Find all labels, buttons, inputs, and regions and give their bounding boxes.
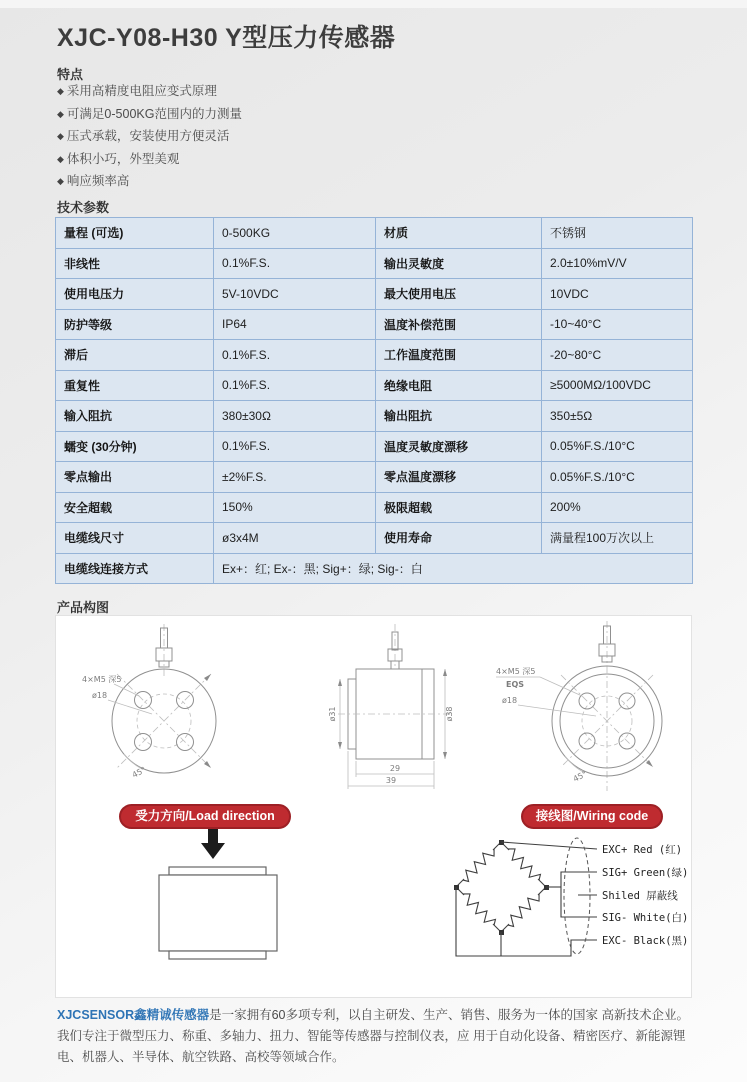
spec-label: 使用寿命: [376, 523, 542, 554]
feature-text: 体积小巧，外型美观: [66, 151, 180, 166]
specs-heading: 技术参数: [57, 200, 110, 215]
specs-table: [55, 217, 693, 584]
wiring-code-banner: 接线图/Wiring code: [521, 804, 663, 829]
load-direction-banner: 受力方向/Load direction: [119, 804, 291, 829]
page-title: XJC-Y08-H30 Y型压力传感器: [57, 24, 396, 52]
feature-item: [57, 103, 242, 126]
back-angle-label: 45°: [571, 769, 589, 784]
diamond-bullet-icon: ◆: [57, 153, 64, 164]
spec-value: 0.05%F.S./10°C: [542, 462, 693, 493]
side-outer-diameter-label: ø38: [445, 706, 454, 722]
spec-value: ≥5000MΩ/100VDC: [542, 370, 693, 401]
table-row: [56, 462, 693, 493]
wiring-label: EXC+ Red (红): [602, 844, 683, 856]
spec-value: 380±30Ω: [214, 401, 376, 432]
front-view-drawing: [82, 624, 216, 780]
table-row: [56, 309, 693, 340]
table-row: [56, 431, 693, 462]
load-body-drawing: [159, 867, 277, 959]
table-row: [56, 401, 693, 432]
spec-label: 电缆线连接方式: [56, 553, 214, 584]
feature-item: [57, 148, 242, 171]
spec-value: -20~80°C: [542, 340, 693, 371]
side-inner-diameter-label: ø31: [328, 706, 337, 722]
diagrams-heading: 产品构图: [57, 600, 110, 615]
front-angle-label: 45°: [130, 765, 148, 780]
spec-value: 2.0±10%mV/V: [542, 248, 693, 279]
wiring-label: EXC- Black(黑): [602, 935, 689, 947]
feature-item: [57, 170, 242, 193]
front-holes-label: 4×M5 深5: [82, 675, 122, 684]
feature-text: 压式承载，安装使用方便灵活: [66, 129, 230, 143]
spec-label: 零点温度漂移: [376, 462, 542, 493]
spec-label: 蠕变 (30分钟): [56, 431, 214, 462]
spec-label: 最大使用电压: [376, 279, 542, 310]
wiring-label: SIG- White(白): [602, 912, 689, 924]
spec-value: 5V-10VDC: [214, 279, 376, 310]
back-eqs-label: EQS: [506, 680, 525, 689]
spec-label: 温度补偿范围: [376, 309, 542, 340]
spec-label: 极限超载: [376, 492, 542, 523]
feature-item: [57, 125, 242, 148]
front-bolt-circle-label: ø18: [92, 691, 108, 700]
spec-value: 150%: [214, 492, 376, 523]
spec-value: 不锈钢: [542, 218, 693, 249]
spec-label: 工作温度范围: [376, 340, 542, 371]
brand-link[interactable]: XJCSENSOR鑫精诚传感器: [57, 1008, 210, 1022]
spec-label: 重复性: [56, 370, 214, 401]
feature-text: 可满足0-500KG范围内的力测量: [66, 106, 242, 121]
side-total-width-label: 39: [385, 776, 397, 785]
spec-value: 0.1%F.S.: [214, 370, 376, 401]
spec-value: 满量程100万次以上: [542, 523, 693, 554]
wiring-label: SIG+ Green(绿): [602, 867, 689, 879]
spec-label: 输出灵敏度: [376, 248, 542, 279]
spec-label: 电缆线尺寸: [56, 523, 214, 554]
spec-value: 0.1%F.S.: [214, 431, 376, 462]
spec-label: 滞后: [56, 340, 214, 371]
spec-label: 量程 (可选): [56, 218, 214, 249]
spec-value: 350±5Ω: [542, 401, 693, 432]
spec-label: 输出阻抗: [376, 401, 542, 432]
back-holes-label: 4×M5 深5: [496, 667, 536, 676]
table-row: [56, 248, 693, 279]
spec-value: 200%: [542, 492, 693, 523]
product-diagrams-panel: [55, 615, 692, 998]
diamond-bullet-icon: ◆: [57, 176, 64, 186]
footer-about-line2: 我们专注于微型压力、称重、多轴力、扭力、智能等传感器与控制仪表，应 用于自动化设备、精密医疗、新能源锂电、机器人、半导体、航空铁路、高校等领域合作。: [57, 1029, 686, 1064]
diamond-bullet-icon: ◆: [57, 86, 64, 96]
table-row: [56, 370, 693, 401]
feature-text: 采用高精度电阻应变式原理: [66, 84, 217, 98]
side-view-drawing: [328, 624, 454, 789]
side-body-width-label: 29: [389, 764, 401, 773]
back-view-drawing: [496, 621, 662, 791]
wiring-labels: [602, 844, 688, 947]
spec-label: 材质: [376, 218, 542, 249]
shield-ellipse: [564, 838, 590, 954]
back-bolt-circle-label: ø18: [502, 696, 518, 705]
load-direction-arrow: [201, 827, 225, 859]
table-row: [56, 218, 693, 249]
table-row: [56, 492, 693, 523]
spec-label: 零点输出: [56, 462, 214, 493]
spec-value: 0.05%F.S./10°C: [542, 431, 693, 462]
footer-about-line1: [57, 1005, 708, 1026]
table-row: [56, 279, 693, 310]
wiring-label: Shiled 屏蔽线: [602, 890, 678, 902]
spec-value: Ex+：红; Ex-：黑; Sig+：绿; Sig-：白: [214, 553, 693, 584]
spec-label: 温度灵敏度漂移: [376, 431, 542, 462]
table-row: [56, 553, 693, 584]
wheatstone-bridge: [454, 840, 597, 956]
spec-label: 输入阻抗: [56, 401, 214, 432]
table-row: [56, 340, 693, 371]
spec-value: 10VDC: [542, 279, 693, 310]
spec-value: 0-500KG: [214, 218, 376, 249]
diamond-bullet-icon: ◆: [57, 131, 64, 141]
spec-value: -10~40°C: [542, 309, 693, 340]
spec-value: IP64: [214, 309, 376, 340]
feature-item: [57, 80, 242, 103]
features-heading: 特点: [57, 67, 84, 82]
spec-value: ø3x4M: [214, 523, 376, 554]
feature-text: 响应频率高: [66, 174, 130, 188]
table-row: [56, 523, 693, 554]
spec-value: 0.1%F.S.: [214, 248, 376, 279]
spec-label: 非线性: [56, 248, 214, 279]
spec-label: 绝缘电阻: [376, 370, 542, 401]
footer-text: 是一家拥有60多项专利，以自主研发、生产、销售、服务为一体的国家 高新技术企业。: [209, 1008, 689, 1022]
spec-label: 防护等级: [56, 309, 214, 340]
spec-label: 使用电压力: [56, 279, 214, 310]
spec-value: ±2%F.S.: [214, 462, 376, 493]
feature-list: [57, 80, 242, 193]
diamond-bullet-icon: ◆: [57, 108, 64, 119]
spec-label: 安全超载: [56, 492, 214, 523]
spec-value: 0.1%F.S.: [214, 340, 376, 371]
top-strip: [0, 0, 747, 8]
